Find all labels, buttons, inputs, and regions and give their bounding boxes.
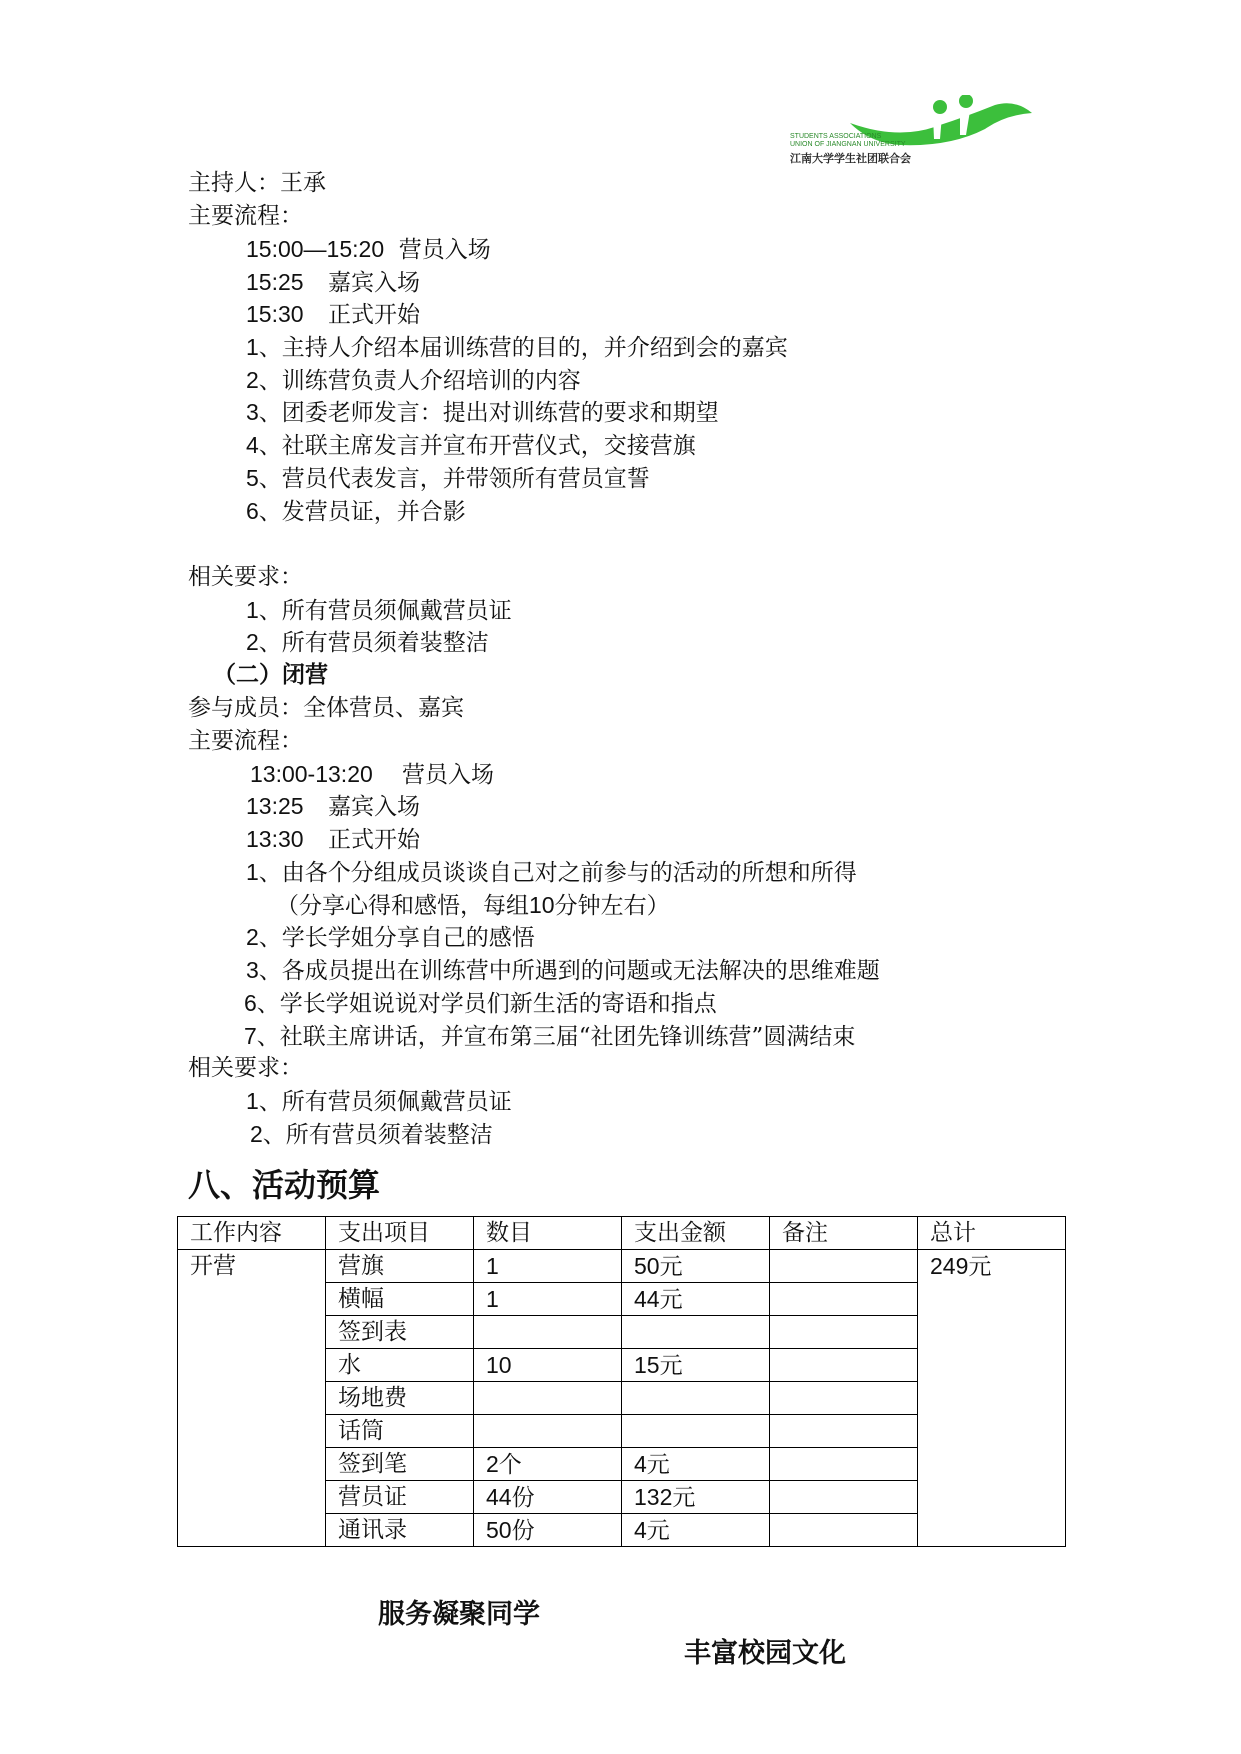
closing-req: 2、所有营员须着装整洁 — [250, 1121, 493, 1148]
header-cell: 支出项目 — [326, 1217, 474, 1250]
time-value: 15:25 — [246, 269, 304, 295]
opening-step: 6、发营员证，并合影 — [246, 498, 466, 525]
slogan-line-2: 丰富校园文化 — [684, 1638, 846, 1669]
opening-step: 4、社联主席发言并宣布开营仪式，交接营旗 — [246, 432, 696, 459]
amount-cell: 132元 — [622, 1481, 770, 1514]
total-cell: 249元 — [918, 1250, 1066, 1547]
opening-step: 1、主持人介绍本届训练营的目的，并介绍到会的嘉宾 — [246, 334, 788, 361]
qty-cell: 10 — [474, 1349, 622, 1382]
qty-cell — [474, 1415, 622, 1448]
closing-req: 1、所有营员须佩戴营员证 — [246, 1088, 512, 1115]
qty-cell: 1 — [474, 1250, 622, 1283]
note-cell — [770, 1250, 918, 1283]
closing-step: 3、各成员提出在训练营中所遇到的问题或无法解决的思维难题 — [246, 957, 880, 984]
note-cell — [770, 1415, 918, 1448]
slogan-line-1: 服务凝聚同学 — [378, 1599, 540, 1630]
closing-time-row — [250, 759, 494, 790]
header-cell: 总计 — [918, 1217, 1066, 1250]
amount-cell: 4元 — [622, 1514, 770, 1547]
qty-cell: 44份 — [474, 1481, 622, 1514]
opening-req-title: 相关要求： — [188, 564, 303, 590]
union-logo — [790, 95, 1045, 175]
opening-req: 2、所有营员须着装整洁 — [246, 629, 489, 656]
table-row — [178, 1250, 1066, 1283]
qty-cell: 2个 — [474, 1448, 622, 1481]
logo-figure-icon — [790, 95, 1045, 159]
header-cell: 工作内容 — [178, 1217, 326, 1250]
note-cell — [770, 1382, 918, 1415]
opening-time-row — [246, 267, 420, 298]
time-text: 嘉宾入场 — [328, 270, 420, 296]
opening-flow-title: 主要流程： — [188, 203, 303, 229]
time-value: 13:25 — [246, 793, 304, 819]
budget-table — [177, 1216, 1066, 1547]
logo-text-en-1: STUDENTS ASSOCIATIONS — [790, 133, 882, 140]
table-header-row — [178, 1217, 1066, 1250]
category-cell: 开营 — [178, 1250, 326, 1547]
amount-cell — [622, 1316, 770, 1349]
header-cell: 数目 — [474, 1217, 622, 1250]
closing-flow-title: 主要流程： — [188, 728, 303, 754]
closing-time-row — [246, 791, 420, 822]
closing-heading: （二）闭营 — [213, 661, 328, 688]
time-text: 营员入场 — [398, 237, 491, 263]
header-cell: 备注 — [770, 1217, 918, 1250]
time-value: 13:30 — [246, 826, 304, 852]
note-cell — [770, 1349, 918, 1382]
closing-step: 6、学长学姐说说对学员们新生活的寄语和指点 — [244, 990, 717, 1017]
qty-cell — [474, 1382, 622, 1415]
amount-cell — [622, 1382, 770, 1415]
amount-cell: 15元 — [622, 1349, 770, 1382]
logo-text-cn: 江南大学学生社团联合会 — [790, 152, 911, 165]
amount-cell: 50元 — [622, 1250, 770, 1283]
opening-time-row — [246, 299, 420, 330]
qty-cell: 50份 — [474, 1514, 622, 1547]
note-cell — [770, 1283, 918, 1316]
closing-step: 1、由各个分组成员谈谈自己对之前参与的活动的所想和所得 — [246, 859, 857, 886]
qty-cell: 1 — [474, 1283, 622, 1316]
note-cell — [770, 1514, 918, 1547]
opening-req: 1、所有营员须佩戴营员证 — [246, 597, 512, 624]
amount-cell: 44元 — [622, 1283, 770, 1316]
item-cell: 通讯录 — [326, 1514, 474, 1547]
item-cell: 场地费 — [326, 1382, 474, 1415]
closing-req-title: 相关要求： — [188, 1055, 303, 1081]
amount-cell — [622, 1415, 770, 1448]
item-cell: 签到表 — [326, 1316, 474, 1349]
closing-step: 2、学长学姐分享自己的感悟 — [246, 924, 535, 951]
opening-step: 3、团委老师发言：提出对训练营的要求和期望 — [246, 399, 719, 426]
header-cell: 支出金额 — [622, 1217, 770, 1250]
item-cell: 横幅 — [326, 1283, 474, 1316]
item-cell: 营员证 — [326, 1481, 474, 1514]
qty-cell — [474, 1316, 622, 1349]
time-text: 营员入场 — [402, 762, 494, 788]
time-value: 13:00-13:20 — [250, 761, 373, 787]
item-cell: 话筒 — [326, 1415, 474, 1448]
logo-text-en-2: UNION OF JIANGNAN UNIVERSITY — [790, 141, 906, 148]
opening-time-row — [246, 234, 491, 265]
time-value: 15:30 — [246, 301, 304, 327]
time-value: 15:00—15:20 — [246, 236, 385, 262]
item-cell: 签到笔 — [326, 1448, 474, 1481]
closing-step-cont: （分享心得和感悟，每组10分钟左右） — [276, 892, 670, 919]
note-cell — [770, 1448, 918, 1481]
closing-time-row — [246, 824, 420, 855]
item-cell: 营旗 — [326, 1250, 474, 1283]
budget-heading: 八、活动预算 — [188, 1166, 381, 1204]
item-cell: 水 — [326, 1349, 474, 1382]
opening-step: 5、营员代表发言，并带领所有营员宣誓 — [246, 465, 650, 492]
closing-step: 7、社联主席讲话，并宣布第三届“社团先锋训练营”圆满结束 — [244, 1023, 856, 1050]
closing-members: 参与成员：全体营员、嘉宾 — [188, 695, 464, 721]
opening-step: 2、训练营负责人介绍培训的内容 — [246, 367, 581, 394]
time-text: 正式开始 — [328, 302, 420, 328]
amount-cell: 4元 — [622, 1448, 770, 1481]
note-cell — [770, 1481, 918, 1514]
note-cell — [770, 1316, 918, 1349]
time-text: 正式开始 — [328, 827, 420, 853]
opening-host: 主持人：王承 — [188, 170, 326, 196]
time-text: 嘉宾入场 — [328, 794, 420, 820]
